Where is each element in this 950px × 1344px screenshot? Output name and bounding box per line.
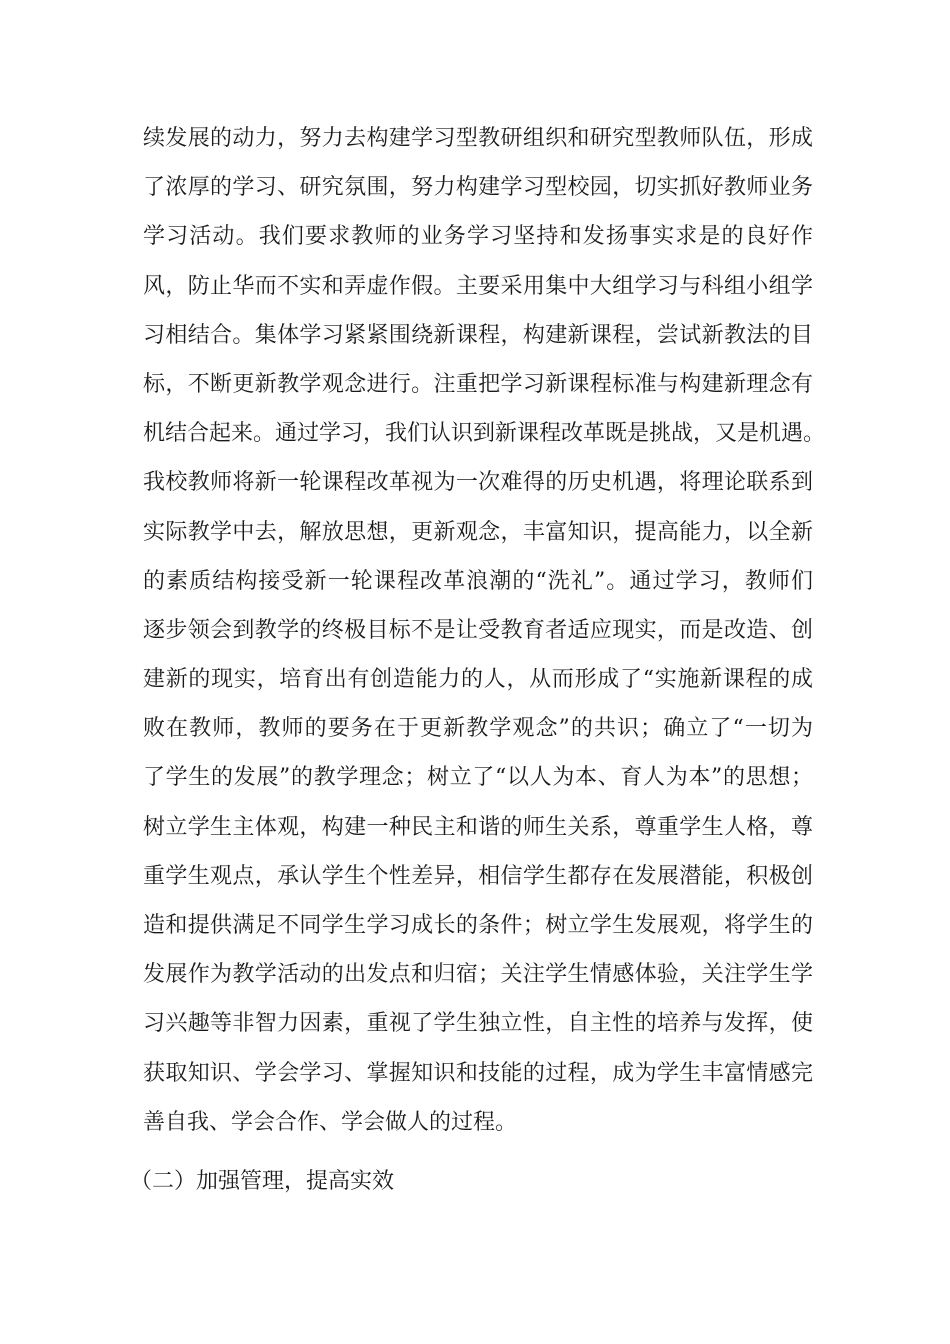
paragraph-line: 习兴趣等非智力因素，重视了学生独立性，自主性的培养与发挥，使 [143,1011,813,1037]
paragraph-line: 标，不断更新教学观念进行。注重把学习新课程标准与构建新理念有 [143,371,813,397]
paragraph-line: 风，防止华而不实和弄虚作假。主要采用集中大组学习与科组小组学 [143,273,813,299]
paragraph-line: 获取知识、学会学习、掌握知识和技能的过程，成为学生丰富情感完 [143,1060,813,1086]
paragraph-line: 了浓厚的学习、研究氛围，努力构建学习型校园，切实抓好教师业务 [143,175,813,201]
body-paragraph [143,114,826,1147]
paragraph-line: 树立学生主体观，构建一种民主和谐的师生关系，尊重学生人格，尊 [143,814,813,840]
paragraph-line: 习相结合。集体学习紧紧围绕新课程，构建新课程，尝试新教法的目 [143,322,813,348]
paragraph-line: 建新的现实，培育出有创造能力的人，从而形成了“实施新课程的成 [143,667,813,693]
paragraph-line: 了学生的发展”的教学理念；树立了“以人为本、育人为本”的思想； [143,765,813,791]
paragraph-line-last: 善自我、学会合作、学会做人的过程。 [143,1109,518,1135]
paragraph-line: 我校教师将新一轮课程改革视为一次难得的历史机遇，将理论联系到 [143,470,813,496]
paragraph-line: 造和提供满足不同学生学习成长的条件；树立学生发展观，将学生的 [143,913,813,938]
paragraph-line: 实际教学中去，解放思想，更新观念，丰富知识，提高能力，以全新 [143,519,813,545]
paragraph-line: 败在教师，教师的要务在于更新教学观念”的共识；确立了“一切为 [143,716,813,742]
paragraph-line: 逐步领会到教学的终极目标不是让受教育者适应现实，而是改造、创 [143,617,813,643]
paragraph-line: 的素质结构接受新一轮课程改革浪潮的“洗礼”。通过学习，教师们 [143,568,813,594]
paragraph-line: 发展作为教学活动的出发点和归宿；关注学生情感体验，关注学生学 [143,962,813,988]
section-heading: （二）加强管理，提高实效 [130,1169,395,1194]
paragraph-line: 机结合起来。通过学习，我们认识到新课程改革既是挑战，又是机遇。 [143,421,826,447]
paragraph-line: 学习活动。我们要求教师的业务学习坚持和发扬事实求是的良好作 [143,224,813,250]
paragraph-line: 续发展的动力，努力去构建学习型教研组织和研究型教师队伍，形成 [143,126,813,151]
paragraph-line: 重学生观点，承认学生个性差异，相信学生都存在发展潜能，积极创 [143,863,813,889]
